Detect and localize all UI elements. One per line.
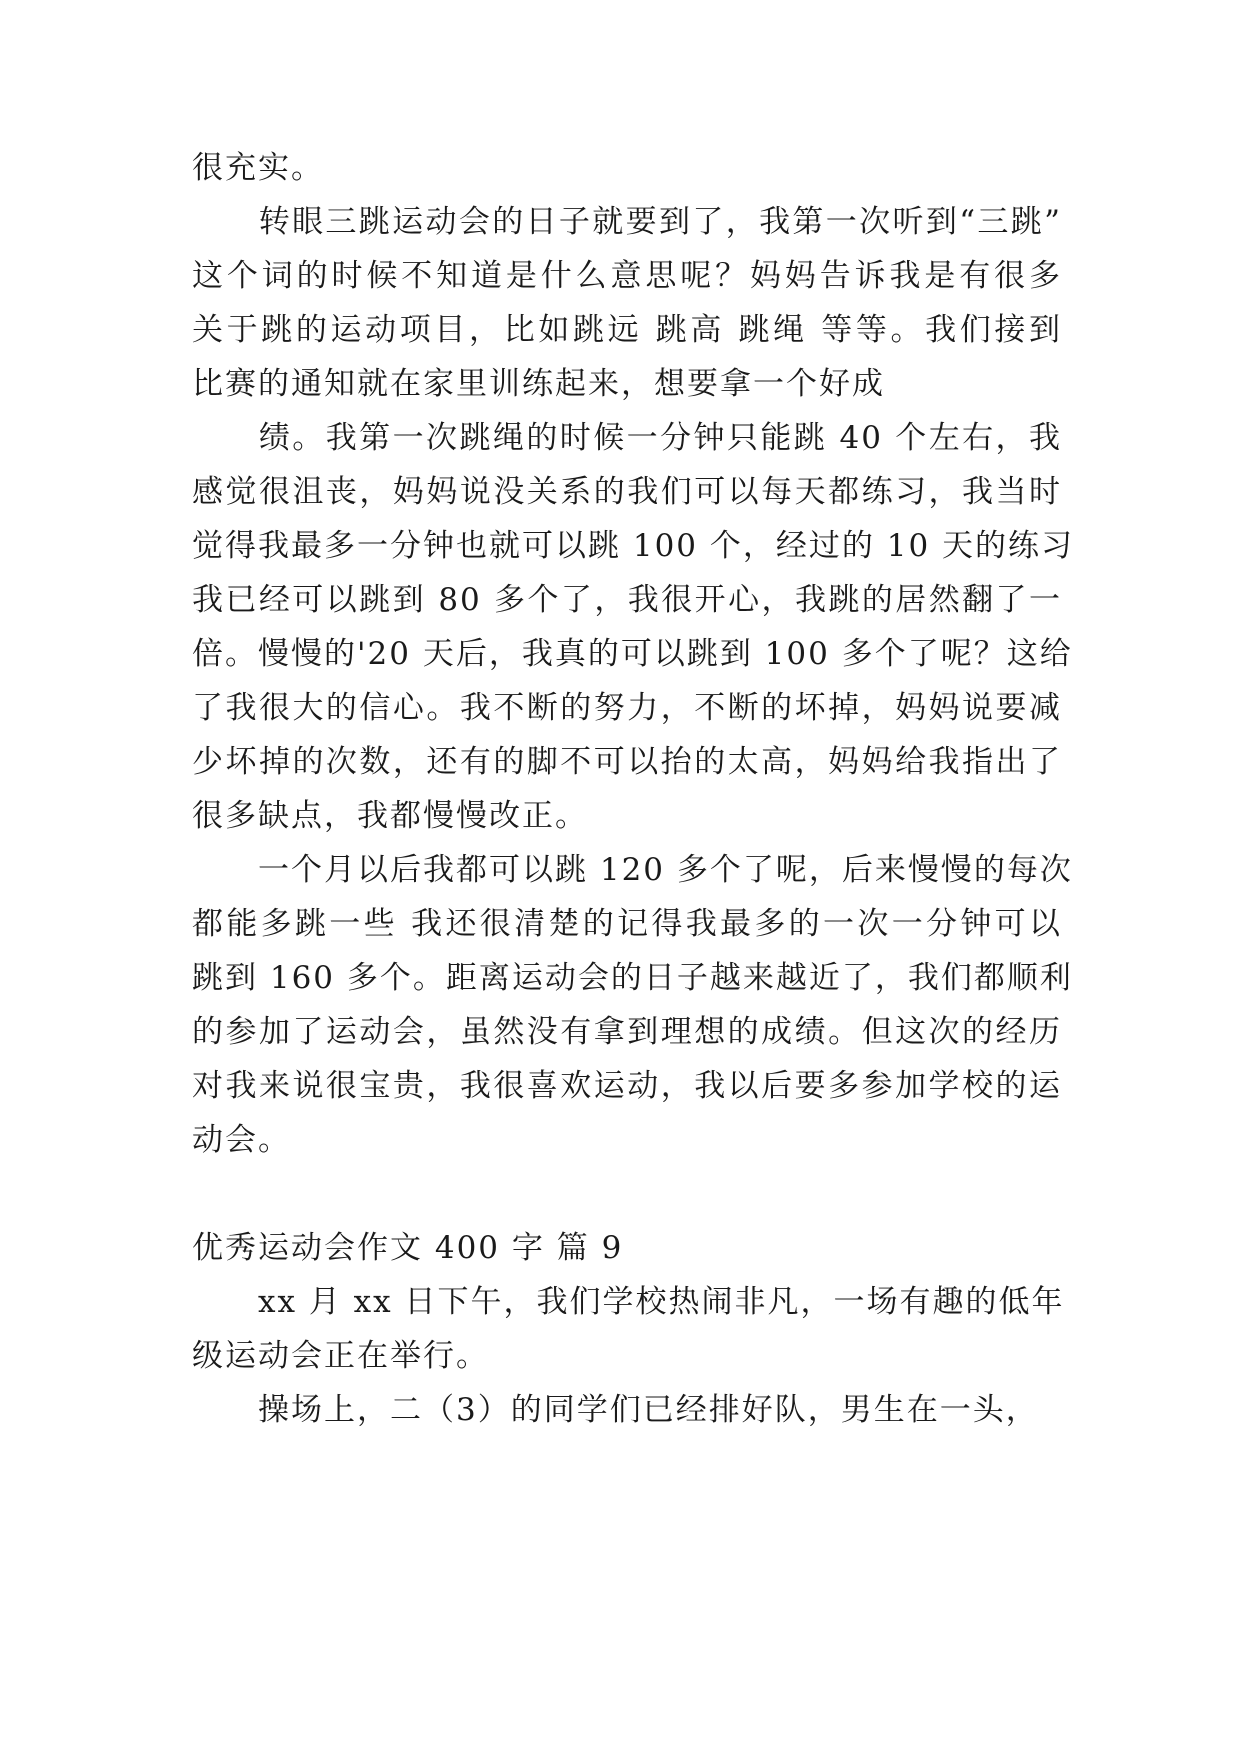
text-line: 操场上，二（3）的同学们已经排好队，男生在一头， [192, 1392, 1039, 1428]
text-line: 的参加了运动会，虽然没有拿到理想的成绩。但这次的经历 [192, 1014, 1062, 1050]
text-line: 关于跳的运动项目，比如跳远 跳高 跳绳 等等。我们接到 [192, 312, 1062, 348]
text-line: 倍。慢慢的'20 天后，我真的可以跳到 100 多个了呢？这给 [192, 636, 1073, 672]
text-line: 我已经可以跳到 80 多个了，我很开心，我跳的居然翻了一 [192, 582, 1062, 618]
text-line: xx 月 xx 日下午，我们学校热闹非凡，一场有趣的低年 [192, 1284, 1065, 1320]
text-line: 觉得我最多一分钟也就可以跳 100 个，经过的 10 天的练习 [192, 528, 1075, 564]
text-line: 绩。我第一次跳绳的时候一分钟只能跳 40 个左右，我 [192, 420, 1062, 456]
text-line: 少坏掉的次数，还有的脚不可以抬的太高，妈妈给我指出了 [192, 744, 1062, 780]
text-line: 级运动会正在举行。 [192, 1338, 489, 1374]
text-line: 一个月以后我都可以跳 120 多个了呢，后来慢慢的每次 [192, 852, 1073, 888]
text-line: 了我很大的信心。我不断的努力，不断的坏掉，妈妈说要减 [192, 690, 1062, 726]
section-heading: 优秀运动会作文 400 字 篇 9 [192, 1230, 624, 1266]
text-line: 动会。 [192, 1122, 291, 1158]
text-line: 很充实。 [192, 150, 324, 186]
text-line: 比赛的通知就在家里训练起来，想要拿一个好成 [192, 366, 885, 402]
text-line: 感觉很沮丧，妈妈说没关系的我们可以每天都练习，我当时 [192, 474, 1062, 510]
text-line: 这个词的时候不知道是什么意思呢？妈妈告诉我是有很多 [192, 258, 1062, 294]
text-line: 跳到 160 多个。距离运动会的日子越来越近了，我们都顺利 [192, 960, 1073, 996]
text-line: 对我来说很宝贵，我很喜欢运动，我以后要多参加学校的运 [192, 1068, 1062, 1104]
text-line: 都能多跳一些 我还很清楚的记得我最多的一次一分钟可以 [192, 906, 1062, 942]
text-line: 很多缺点，我都慢慢改正。 [192, 798, 588, 834]
text-line: 转眼三跳运动会的日子就要到了，我第一次听到“三跳” [192, 204, 1062, 240]
